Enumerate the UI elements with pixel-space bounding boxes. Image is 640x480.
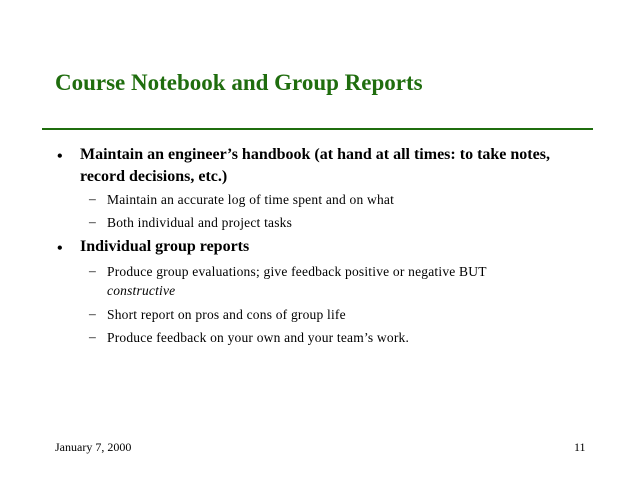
title-divider <box>42 128 593 130</box>
sub-bullet-feedback: Produce feedback on your own and your team’s work. <box>107 330 410 345</box>
sub-bullet-evaluations-text: Produce group evaluations; give feedback positive or negative BUT <box>107 264 487 279</box>
sub-bullet-evaluations <box>107 262 577 300</box>
sub-bullet-tasks: Both individual and project tasks <box>107 215 293 230</box>
sub-bullet-marker: – <box>89 329 96 344</box>
slide-title: Course Notebook and Group Reports <box>55 70 423 95</box>
bullet-point-group-reports: Individual group reports <box>80 238 250 255</box>
bullet-point-handbook: Maintain an engineer’s handbook (at hand at all times: to take notes, record decisions, etc.) <box>80 146 550 185</box>
sub-bullet-marker: – <box>89 263 96 278</box>
emphasis-constructive: constructive <box>107 283 176 298</box>
sub-bullet-time-log: Maintain an accurate log of time spent and on what <box>107 192 395 207</box>
bullet-marker: • <box>57 148 63 165</box>
footer-page-number: 11 <box>574 440 586 454</box>
sub-bullet-short-report: Short report on pros and cons of group life <box>107 307 346 322</box>
footer-date: January 7, 2000 <box>55 440 132 454</box>
bullet-marker: • <box>57 240 63 257</box>
sub-bullet-marker: – <box>89 214 96 229</box>
sub-bullet-marker: – <box>89 191 96 206</box>
sub-bullet-marker: – <box>89 306 96 321</box>
